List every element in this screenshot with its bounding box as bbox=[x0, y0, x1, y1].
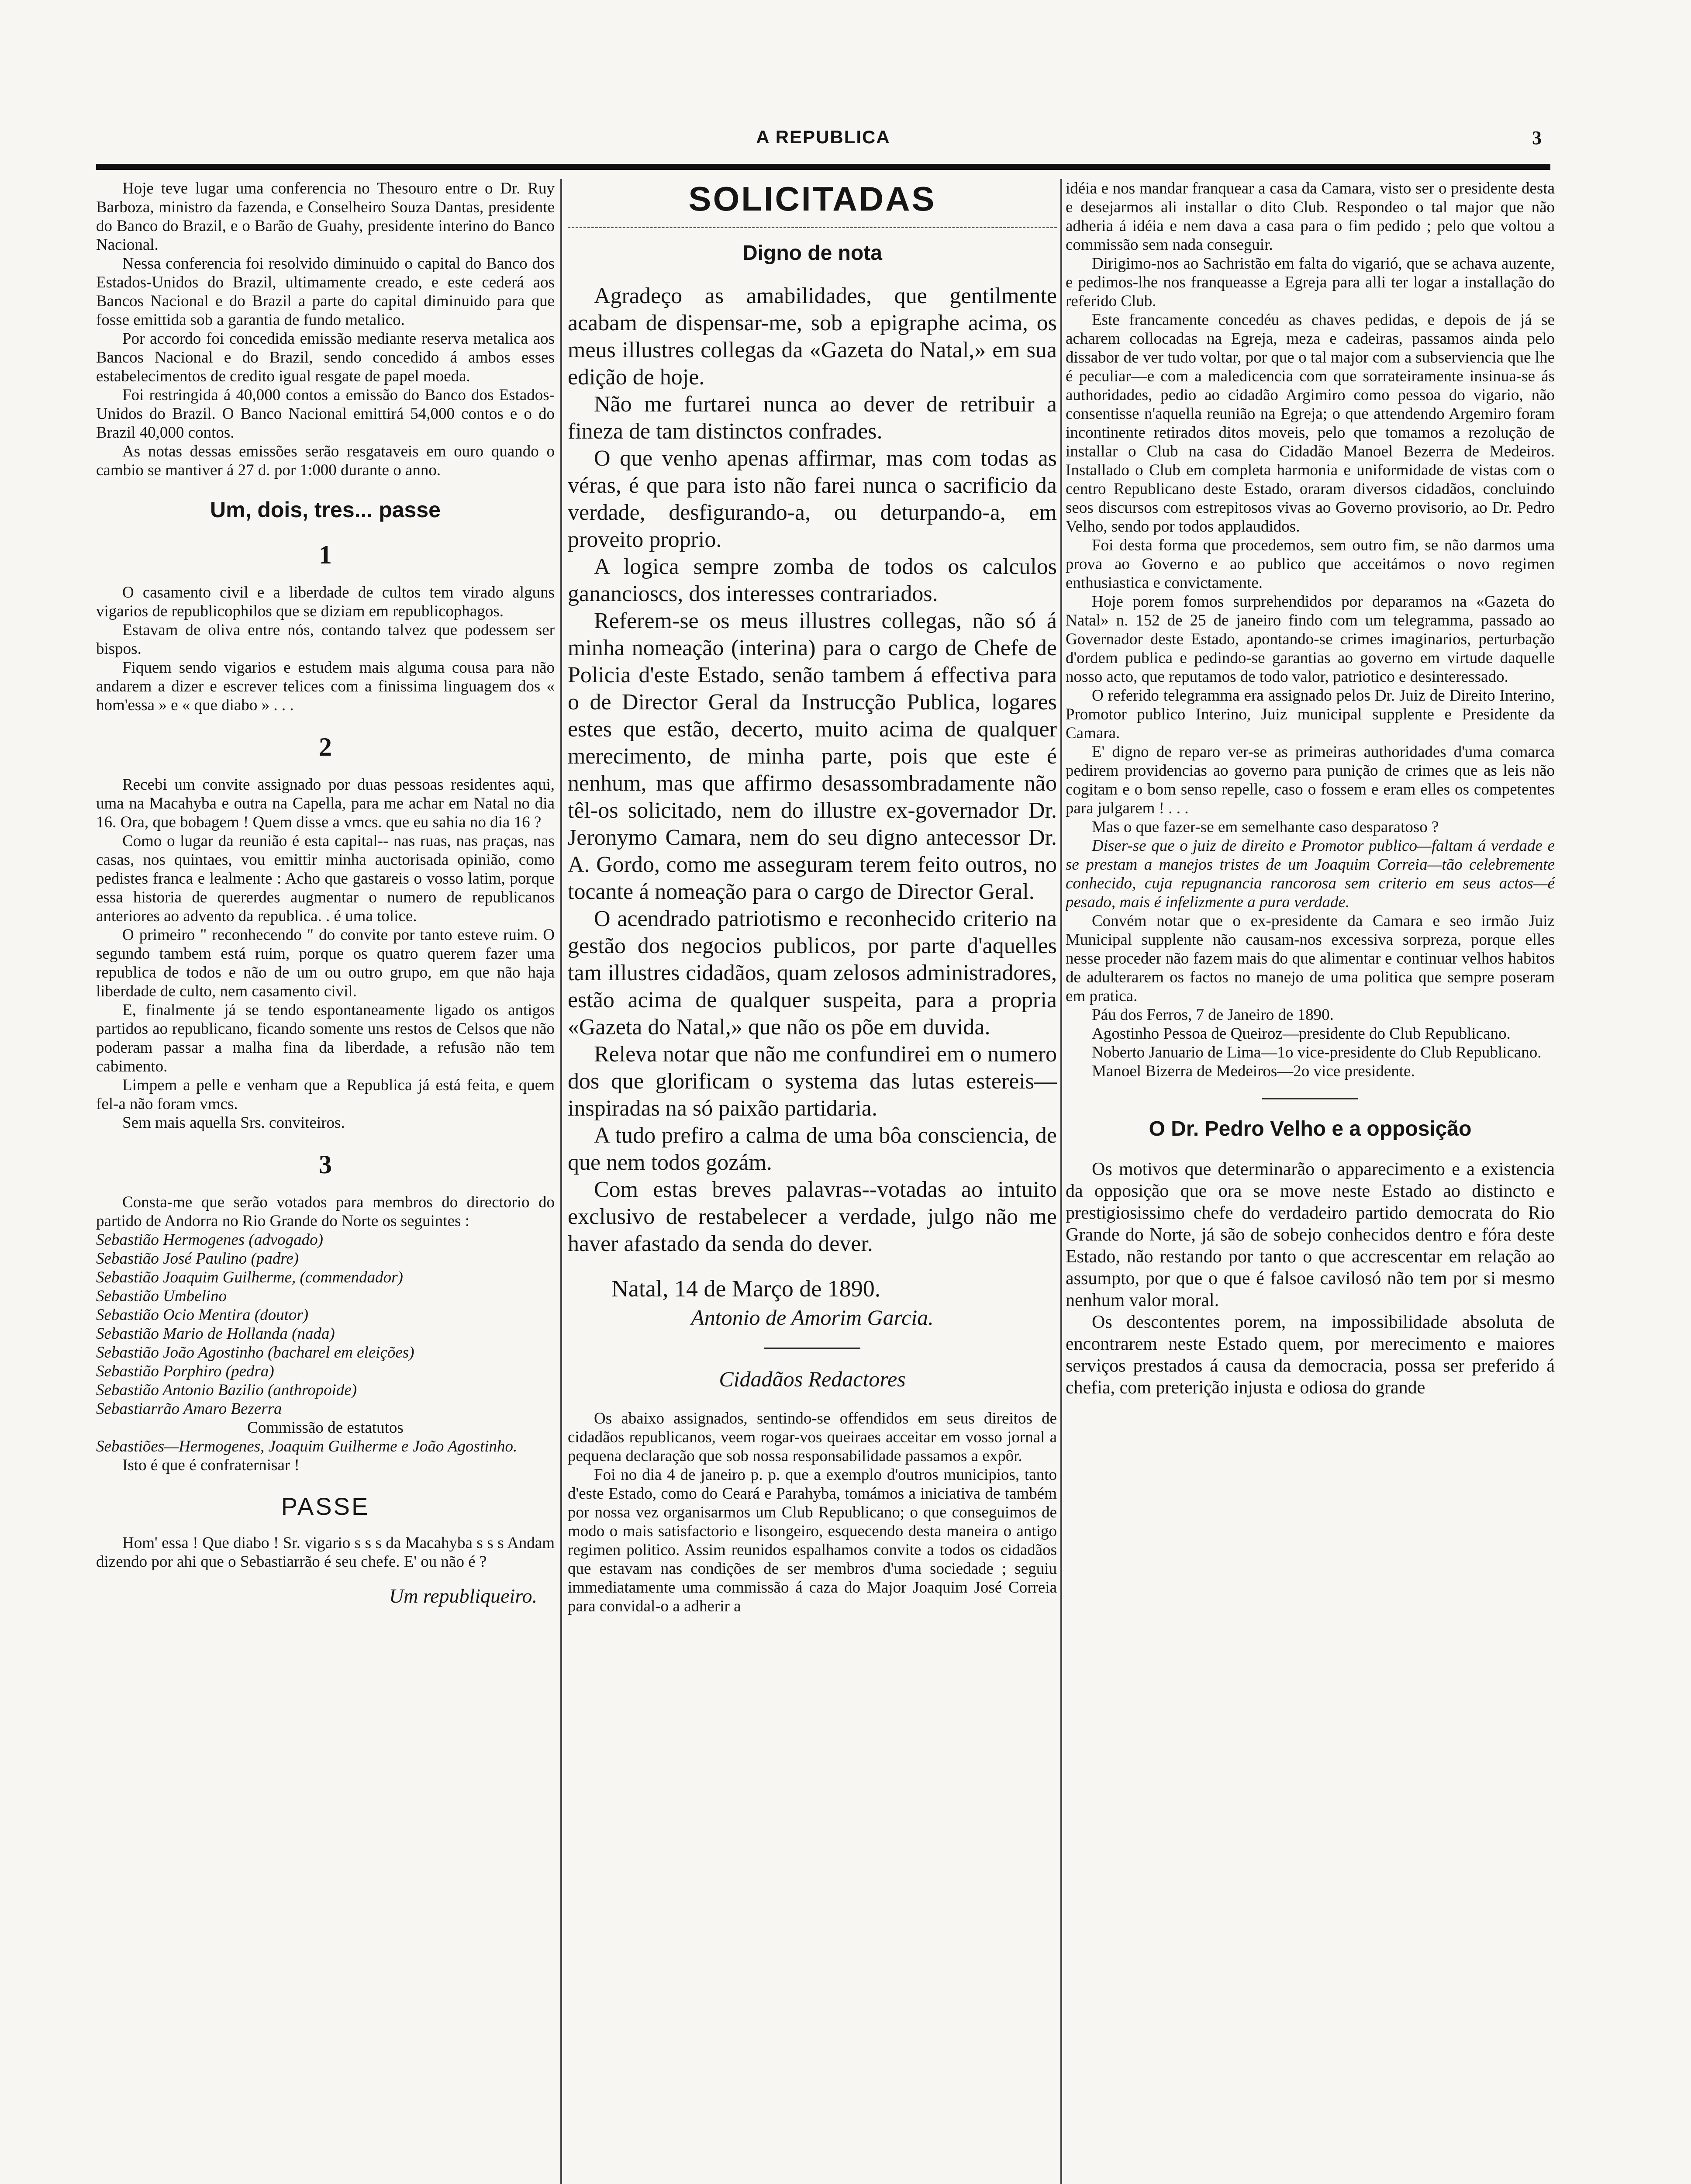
letter-place-date: Páu dos Ferros, 7 de Janeiro de 1890. bbox=[1092, 1006, 1334, 1024]
list-item: Sebastião Porphiro (pedra) bbox=[96, 1362, 274, 1380]
letter-signatory: Manoel Bizerra de Medeiros—2o vice presidente. bbox=[1092, 1062, 1415, 1080]
letter-paragraph: Mas o que fazer-se em semelhante caso desparatoso ? bbox=[1092, 818, 1439, 836]
section-number: 2 bbox=[319, 733, 332, 761]
column-divider bbox=[1060, 179, 1062, 2184]
article-paragraph: Sem mais aquella Srs. conviteiros. bbox=[122, 1114, 345, 1132]
list-item: Sebastião João Agostinho (bacharel em eleições) bbox=[96, 1344, 414, 1362]
article-paragraph: O acendrado patriotismo e reconhecido criterio na gestão dos negocios publicos, por parte d'aquelles tam illustres cidadãos, quam zelosos administradores, estão acima de qualquer suspeita, para a propria «Gazeta do Natal,» que não os põe em duvida. bbox=[568, 906, 1057, 1040]
article-paragraph: E, finalmente já se tendo espontaneamente ligado os antigos partidos ao republicano, ficando somente uns restos de Celsos que não poderam passar a malha fina da liberdade, a refusão não tem cabimento. bbox=[96, 1001, 555, 1075]
article-heading: Um, dois, tres... passe bbox=[210, 498, 441, 522]
article-author: Antonio de Amorim Garcia. bbox=[691, 1305, 934, 1330]
letter-paragraph: E' digno de reparo ver-se as primeiras authoridades d'uma comarca pedirem providencias ao governo para punição de crimes que as leis não cogitam e o bom senso repelle, caso o fossem e eram elles os competentes para julgarem ! . . . bbox=[1066, 743, 1555, 817]
separator bbox=[764, 1348, 860, 1349]
member-list bbox=[96, 1230, 555, 1475]
section-title: SOLICITADAS bbox=[688, 180, 936, 218]
column-3 bbox=[1066, 179, 1555, 1399]
article-paragraph: O casamento civil e a liberdade de cultos tem virado alguns vigarios de republicophilos que se diziam em republicophagos. bbox=[96, 584, 555, 620]
article-date: Natal, 14 de Março de 1890. bbox=[611, 1275, 881, 1302]
column-1 bbox=[96, 179, 555, 1607]
list-item: Sebastiões—Hermogenes, Joaquim Guilherme e João Agostinho. bbox=[96, 1438, 518, 1455]
article-paragraph: Os descontentes porem, na impossibilidade absoluta de encontrarem neste Estado quem, por merecimento e maiores serviços prestados á causa da democracia, possa ser preferido á chefia, com preterição injusta e odiosa do grande bbox=[1066, 1312, 1555, 1398]
article-paragraph: Não me furtarei nunca ao dever de retribuir a fineza de tam distinctos confrades. bbox=[568, 392, 1057, 444]
list-item: Sebastião Umbelino bbox=[96, 1287, 227, 1305]
letter-paragraph: idéia e nos mandar franquear a casa da Camara, visto ser o presidente desta e desejarmos ali installar o dito Club. Respondeo o tal major que não adheria á idéia e nem dava a casa para o fim pedido ; pelo que voltou a commissão sem nada conseguir. bbox=[1066, 180, 1555, 254]
list-item: Commissão de estatutos bbox=[247, 1419, 404, 1437]
list-item: Sebastião Antonio Bazilio (anthropoide) bbox=[96, 1381, 357, 1399]
article-paragraph: O que venho apenas affirmar, mas com todas as véras, é que para isto não farei nunca o sacrificio da verdade, desfigurando-a, ou deturpando-a, em proveito proprio. bbox=[568, 446, 1057, 552]
section-number: 3 bbox=[319, 1150, 332, 1179]
article-paragraph: O primeiro " reconhecendo " do convite por tanto esteve ruim. O segundo tambem está ruim, porque os quatro querem fazer uma republica de todos e não de um ou outro grupo, em que não haja liberdade de culto, nem casamento civil. bbox=[96, 926, 555, 1000]
list-item: Sebastião José Paulino (padre) bbox=[96, 1250, 299, 1268]
news-paragraph: As notas dessas emissões serão resgataveis em ouro quando o cambio se mantiver á 27 d. por 1:000 durante o anno. bbox=[96, 442, 555, 479]
letter-signatory: Agostinho Pessoa de Queiroz—presidente do Club Republicano. bbox=[1092, 1025, 1511, 1043]
letter-paragraph: Diser-se que o juiz de direito e Promotor publico—faltam á verdade e se prestam a manejos tristes de um Joaquim Correia—tão celebremente conhecido, cuja repugnancia rancorosa sem criterio em seus actos—é pesado, mais é infelizmente a pura verdade. bbox=[1066, 837, 1555, 911]
news-paragraph: Nessa conferencia foi resolvido diminuido o capital do Banco dos Estados-Unidos do Brazil, ultimamente creado, e este cederá aos Bancos Nacional e do Brazil a parte do capital diminuido para que fosse emittida sob a garantia de fundo metalico. bbox=[96, 255, 555, 329]
signature: Um republiqueiro. bbox=[389, 1585, 537, 1607]
letter-paragraph: Este francamente concedéu as chaves pedidas, e depois de já se acharem collocadas na Egreja, meza e cadeiras, passamos ainda pelo dissabor de ver tudo voltar, por que o tal major com a subserviencia que lhe é peculiar—e com a maledicencia com que sorrateiramente insinua-se ás authoridades, pedio ao cidadão Argimiro como pessoa do vigario, não consentisse n'aquella reunião na Egreja; o que attendendo Argemiro foram incontinente retirados ditos moveis, pelo que tomamos a rezolução de installar o Club na casa do Cidadão Manoel Bezerra de Medeiros. Installado o Club em completa harmonia e uniformidade de vistas com o centro Republicano deste Estado, oraram diversos cidadãos, concluindo seos discursos com estrepitosos vivas ao Governo provisorio, ao Dr. Pedro Velho, sendo por todos applaudidos. bbox=[1066, 311, 1555, 536]
list-item: Sebastião Hermogenes (advogado) bbox=[96, 1231, 323, 1249]
article-paragraph: Como o lugar da reunião é esta capital-- nas ruas, nas praças, nas casas, nos quintaes, vou emittir minha auctorisada opinião, como pedistes franca e lealmente : Acho que gastareis o vosso latim, porque essa historia de quererdes augmentar o numero de republicanos anteriores ao advento da republica. . é uma tolice. bbox=[96, 832, 555, 925]
article-paragraph: Referem-se os meus illustres collegas, não só á minha nomeação (interina) para o cargo de Chefe de Policia d'este Estado, senão tambem á effectiva para o de Director Geral da Instrucção Publica, logares estes que estão, decerto, muito acima de qualquer merecimento, de minha parte, pois que este é nenhum, mas que affirmo desassombradamente não têl-os solicitado, nem do illustre ex-governador Dr. Jeronymo Camara, nem do seu digno antecessor Dr. A. Gordo, como me asseguram terem feito outros, no tocante á nomeação para o cargo de Director Geral. bbox=[568, 608, 1057, 904]
section-number: 1 bbox=[319, 540, 332, 569]
article-heading: O Dr. Pedro Velho e a opposição bbox=[1149, 1117, 1472, 1140]
article-heading: Digno de nota bbox=[742, 242, 882, 265]
letter-paragraph: Hoje porem fomos surprehendidos por deparamos na «Gazeta do Natal» n. 152 de 25 de janeiro findo com um telegramma, passado ao Governador deste Estado, apontando-se crimes imaginarios, perturbação d'ordem publica e pedindo-se garantias ao governo em virtude daquelle nosso acto, que reputamos de todo valor, patriotico e desinteressado. bbox=[1066, 593, 1555, 686]
article-paragraph: Hom' essa ! Que diabo ! Sr. vigario s s s da Macahyba s s s Andam dizendo por ahi que o Sebastiarrão é seu chefe. E' ou não é ? bbox=[96, 1534, 555, 1571]
article-paragraph: Consta-me que serão votados para membros do directorio do partido de Andorra no Rio Grande do Norte os seguintes : bbox=[96, 1193, 555, 1230]
article-paragraph: Agradeço as amabilidades, que gentilmente acabam de dispensar-me, sob a epigraphe acima, os meus illustres collegas da «Gazeta do Natal,» em sua edição de hoje. bbox=[568, 283, 1057, 390]
list-item: Sebastiarrão Amaro Bezerra bbox=[96, 1400, 282, 1418]
news-paragraph: Hoje teve lugar uma conferencia no Thesouro entre o Dr. Ruy Barboza, ministro da fazenda, e Conselheiro Souza Dantas, presidente do Banco do Brazil, e o Barão de Guahy, presidente interino do Banco Nacional. bbox=[96, 180, 555, 254]
article-paragraph: Limpem a pelle e venham que a Republica já está feita, e quem fel-a não foram vmcs. bbox=[96, 1076, 555, 1113]
header-rule bbox=[96, 164, 1550, 170]
article-paragraph: A tudo prefiro a calma de uma bôa consciencia, de que nem todos gozám. bbox=[568, 1123, 1057, 1175]
newspaper-title: A REPUBLICA bbox=[756, 127, 890, 147]
letter-paragraph: Os abaixo assignados, sentindo-se offendidos em seus direitos de cidadãos republicanos, veem rogar-vos queiraes acceitar em vosso jornal a pequena declaração que sob nossa responsabilidade passamos a expôr. bbox=[568, 1410, 1057, 1465]
letter-paragraph: Dirigimo-nos ao Sachristão em falta do vigarió, que se achava auzente, e pedimos-lhe nos franqueasse a Egreja para alli ter logar a installação do referido Club. bbox=[1066, 255, 1555, 310]
article-paragraph: Recebi um convite assignado por duas pessoas residentes aqui, uma na Macahyba e outra na Capella, para me achar em Natal no dia 16. Ora, que bobagem ! Quem disse a vmcs. que eu sahia no dia 16 ? bbox=[96, 776, 555, 831]
article-paragraph: Releva notar que não me confundirei em o numero dos que glorificam o systema das lutas estereis—inspiradas na só paixão partidaria. bbox=[568, 1042, 1057, 1121]
article-paragraph: Com estas breves palavras--votadas ao intuito exclusivo de restabelecer a verdade, julgo não me haver afastado da senda do dever. bbox=[568, 1177, 1057, 1256]
news-paragraph: Foi restringida á 40,000 contos a emissão do Banco dos Estados-Unidos do Brazil. O Banco Nacional emittirá 54,000 contos e o do Brazil 40,000 contos. bbox=[96, 386, 555, 442]
article-paragraph: Os motivos que determinarão o apparecimento e a existencia da opposição que ora se move neste Estado ao distincto e prestigiosissimo chefe do verdadeiro partido democrata do Rio Grande do Norte, já são de sobejo conhecidos dentro e fóra deste Estado, não restando por tanto o que accrescentar em relação ao assumpto, por que o que é falsoe cavilosó não tem por si mesmo nenhum valor moral. bbox=[1066, 1159, 1555, 1310]
page-number: 3 bbox=[1532, 127, 1542, 149]
dashed-rule bbox=[568, 227, 1057, 228]
letter-paragraph: Foi no dia 4 de janeiro p. p. que a exemplo d'outros municipios, tanto d'este Estado, como do Ceará e Parahyba, tomámos a iniciativa de também por nossa vez organisarmos um Club Republicano; o que conseguimos de modo o mais satisfactorio e lisongeiro, esquecendo desta maneira o antigo regimen politico. Assim reunidos espalhamos convite a todos os cidadãos que estavam nas condições de ser membros d'uma sociedade ; seguiu immediatamente uma commissão á caza do Major Joaquim José Correia para convidal-o a adherir a bbox=[568, 1466, 1057, 1615]
article-paragraph: A logica sempre zomba de todos os calculos ganancioscs, dos interesses contrariados. bbox=[568, 554, 1057, 606]
letter-heading: Cidadãos Redactores bbox=[719, 1367, 906, 1391]
list-item: Sebastião Joaquim Guilherme, (commendador) bbox=[96, 1268, 403, 1286]
passe-heading: PASSE bbox=[281, 1493, 370, 1520]
list-item: Isto é que é confraternisar ! bbox=[122, 1456, 300, 1474]
column-divider bbox=[560, 179, 562, 2184]
page-header bbox=[96, 127, 1550, 157]
letter-paragraph: Foi desta forma que procedemos, sem outro fim, se não darmos uma prova ao Governo e ao publico que acceitámos o novo regimen enthusiastica e convictamente. bbox=[1066, 536, 1555, 592]
news-paragraph: Por accordo foi concedida emissão mediante reserva metalica aos Bancos Nacional e do Brazil, sendo concedido á ambos esses estabelecimentos de credito igual resgate de papel moeda. bbox=[96, 330, 555, 385]
article-paragraph: Fiquem sendo vigarios e estudem mais alguma cousa para não andarem a dizer e escrever telices com a finissima linguagem dos « hom'essa » e « que diabo » . . . bbox=[96, 659, 555, 714]
list-item: Sebastião Ocio Mentira (doutor) bbox=[96, 1306, 309, 1324]
letter-paragraph: O referido telegramma era assignado pelos Dr. Juiz de Direito Interino, Promotor publico Interino, Juiz municipal supplente e Presidente da Camara. bbox=[1066, 687, 1555, 742]
column-2 bbox=[568, 179, 1057, 1616]
letter-paragraph: Convém notar que o ex-presidente da Camara e seo irmão Juiz Municipal supplente não causam-nos excessiva sorpreza, porque elles nesse proceder não fazem mais do que alimentar e continuar velhos habitos de adulterarem os factos no manejo de uma politica que sempre poseram em pratica. bbox=[1066, 912, 1555, 1005]
separator bbox=[1262, 1098, 1358, 1099]
article-paragraph: Estavam de oliva entre nós, contando talvez que podessem ser bispos. bbox=[96, 621, 555, 658]
list-item: Sebastião Mario de Hollanda (nada) bbox=[96, 1325, 335, 1343]
letter-signatory: Noberto Januario de Lima—1o vice-presidente do Club Republicano. bbox=[1092, 1044, 1542, 1061]
